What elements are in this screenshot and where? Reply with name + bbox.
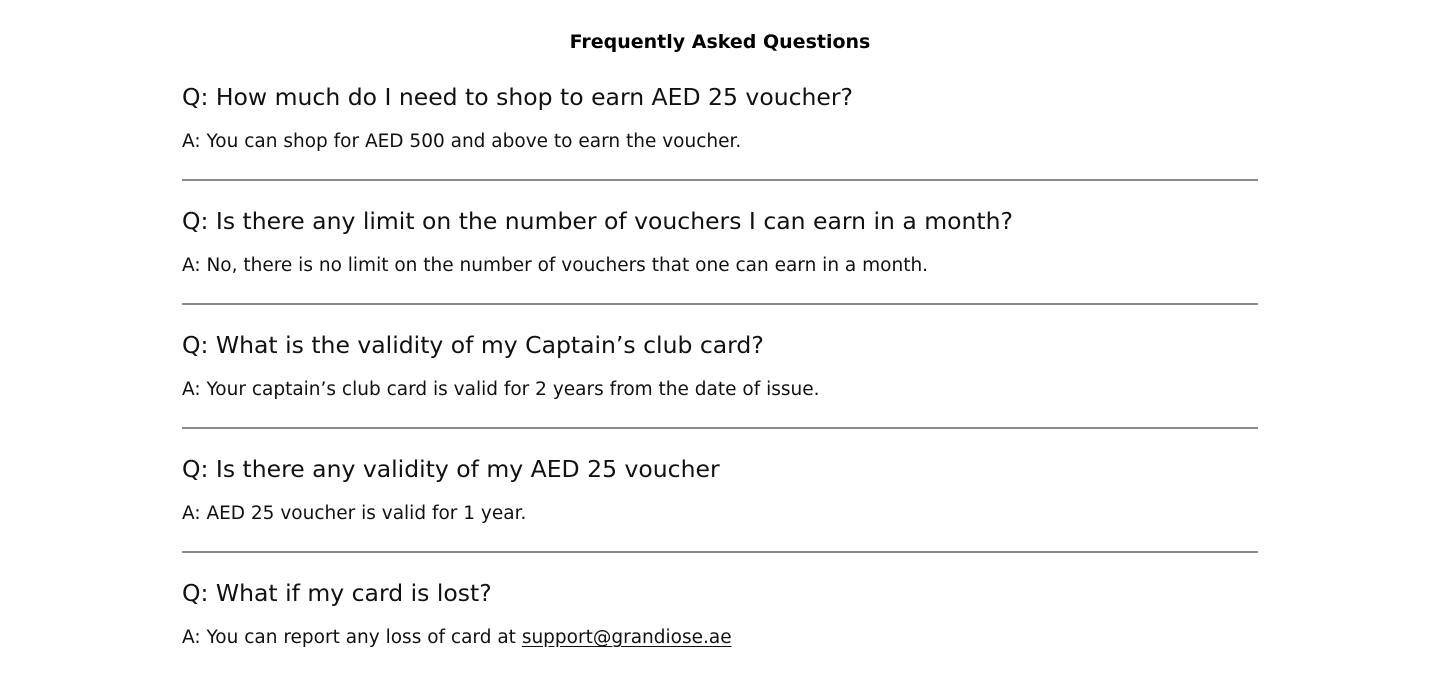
page-title: Frequently Asked Questions xyxy=(569,31,871,53)
divider xyxy=(182,179,1258,181)
faq-question: Q: How much do I need to shop to earn AED 25 voucher? xyxy=(182,83,854,111)
faq-question: Q: Is there any limit on the number of vouchers I can earn in a month? xyxy=(182,207,1013,235)
faq-answer: A: You can shop for AED 500 and above to earn the voucher. xyxy=(182,131,742,152)
faq-item xyxy=(182,575,1258,699)
faq-item xyxy=(182,327,1258,451)
faq-answer xyxy=(182,626,732,650)
faq-item xyxy=(182,203,1258,327)
faq-item xyxy=(182,79,1258,203)
divider xyxy=(182,427,1258,429)
faq-question: Q: What is the validity of my Captain’s club card? xyxy=(182,331,764,359)
faq-answer: A: No, there is no limit on the number of vouchers that one can earn in a month. xyxy=(182,255,929,276)
faq-item xyxy=(182,451,1258,575)
faq-answer-text: A: You can report any loss of card at xyxy=(182,627,522,648)
support-email-link[interactable]: support@grandiose.ae xyxy=(521,627,732,648)
faq-question: Q: Is there any validity of my AED 25 voucher xyxy=(182,455,720,483)
faq-list xyxy=(182,79,1258,699)
divider xyxy=(182,551,1258,553)
faq-answer: A: AED 25 voucher is valid for 1 year. xyxy=(182,503,527,524)
faq-answer: A: Your captain’s club card is valid for 2 years from the date of issue. xyxy=(182,379,820,400)
divider xyxy=(182,303,1258,305)
faq-question: Q: What if my card is lost? xyxy=(182,579,492,607)
